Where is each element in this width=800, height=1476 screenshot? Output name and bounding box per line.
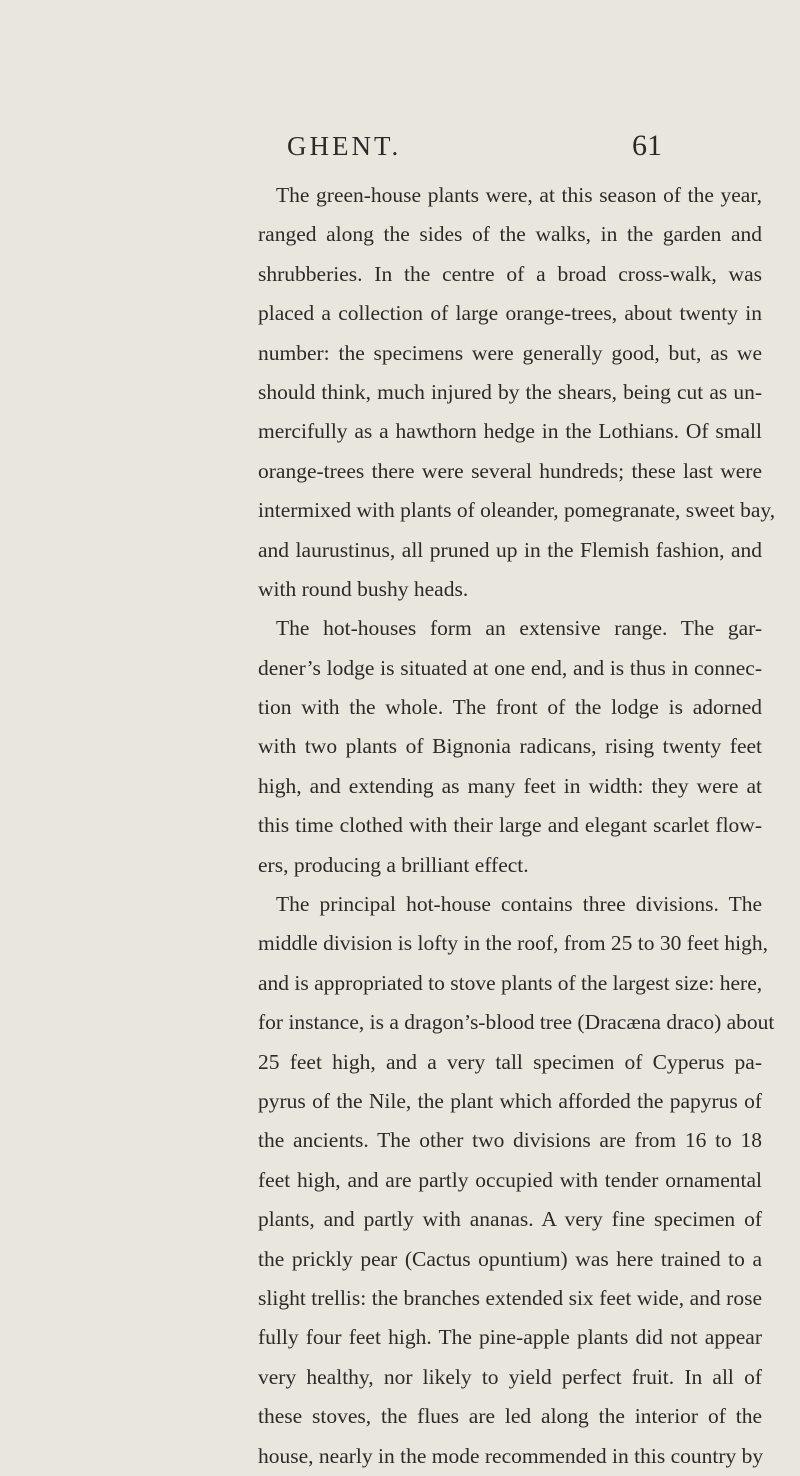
running-head (0, 128, 800, 168)
text-line: ranged along the sides of the walks, in the garden and (258, 222, 762, 247)
text-line: slight trellis: the branches extended six feet wide, and rose (258, 1285, 762, 1310)
text-line: the prickly pear (Cactus opuntium) was here trained to a (258, 1246, 762, 1271)
text-line: house, nearly in the mode recommended in this country by (258, 1443, 764, 1468)
text-line: dener’s lodge is situated at one end, and is thus in connec- (258, 655, 762, 680)
text-line: these stoves, the flues are led along the interior of the (258, 1404, 762, 1429)
text-line: and laurustinus, all pruned up in the Flemish fashion, and (258, 537, 762, 562)
text-line: The green-house plants were, at this season of the year, (276, 183, 762, 207)
text-line: the ancients. The other two divisions are from 16 to 18 (258, 1128, 762, 1153)
text-line: with round bushy heads. (258, 576, 469, 601)
text-line: plants, and partly with ananas. A very fine specimen of (258, 1207, 762, 1232)
text-line: pyrus of the Nile, the plant which afforded the papyrus of (258, 1088, 762, 1113)
text-line: The hot-houses form an extensive range. The gar- (276, 616, 762, 641)
text-line: should think, much injured by the shears, being cut as un- (258, 379, 762, 404)
body-text (258, 176, 776, 1476)
text-line: middle division is lofty in the roof, from 25 to 30 feet high, (258, 931, 768, 956)
text-line: high, and extending as many feet in width: they were at (258, 773, 762, 798)
text-line: shrubberies. In the centre of a broad cross-walk, was (258, 261, 762, 286)
text-line: and is appropriated to stove plants of the largest size: here, (258, 970, 763, 995)
text-line: very healthy, nor likely to yield perfect fruit. In all of (258, 1364, 762, 1389)
text-line: fully four feet high. The pine-apple plants did not appear (258, 1325, 762, 1350)
text-line: ers, producing a brilliant effect. (258, 852, 529, 877)
text-line: feet high, and are partly occupied with tender ornamental (258, 1167, 762, 1192)
text-line: The principal hot-house contains three divisions. The (276, 892, 762, 917)
text-line: this time clothed with their large and elegant scarlet flow- (258, 813, 762, 838)
text-line: placed a collection of large orange-trees, about twenty in (258, 301, 762, 326)
text-line: for instance, is a dragon’s-blood tree (Dracæna draco) about (258, 1010, 775, 1035)
text-line: 25 feet high, and a very tall specimen of Cyperus pa- (258, 1049, 762, 1074)
text-line: with two plants of Bignonia radicans, rising twenty feet (258, 734, 762, 759)
text-line: number: the specimens were generally good, but, as we (258, 340, 762, 365)
text-line: tion with the whole. The front of the lodge is adorned (258, 695, 762, 720)
text-line: intermixed with plants of oleander, pomegranate, sweet bay, (258, 498, 776, 523)
running-title: GHENT. (287, 131, 402, 161)
page-number: 61 (632, 129, 662, 162)
text-line: mercifully as a hawthorn hedge in the Lothians. Of small (258, 419, 762, 444)
text-line: orange-trees there were several hundreds; these last were (258, 458, 762, 483)
